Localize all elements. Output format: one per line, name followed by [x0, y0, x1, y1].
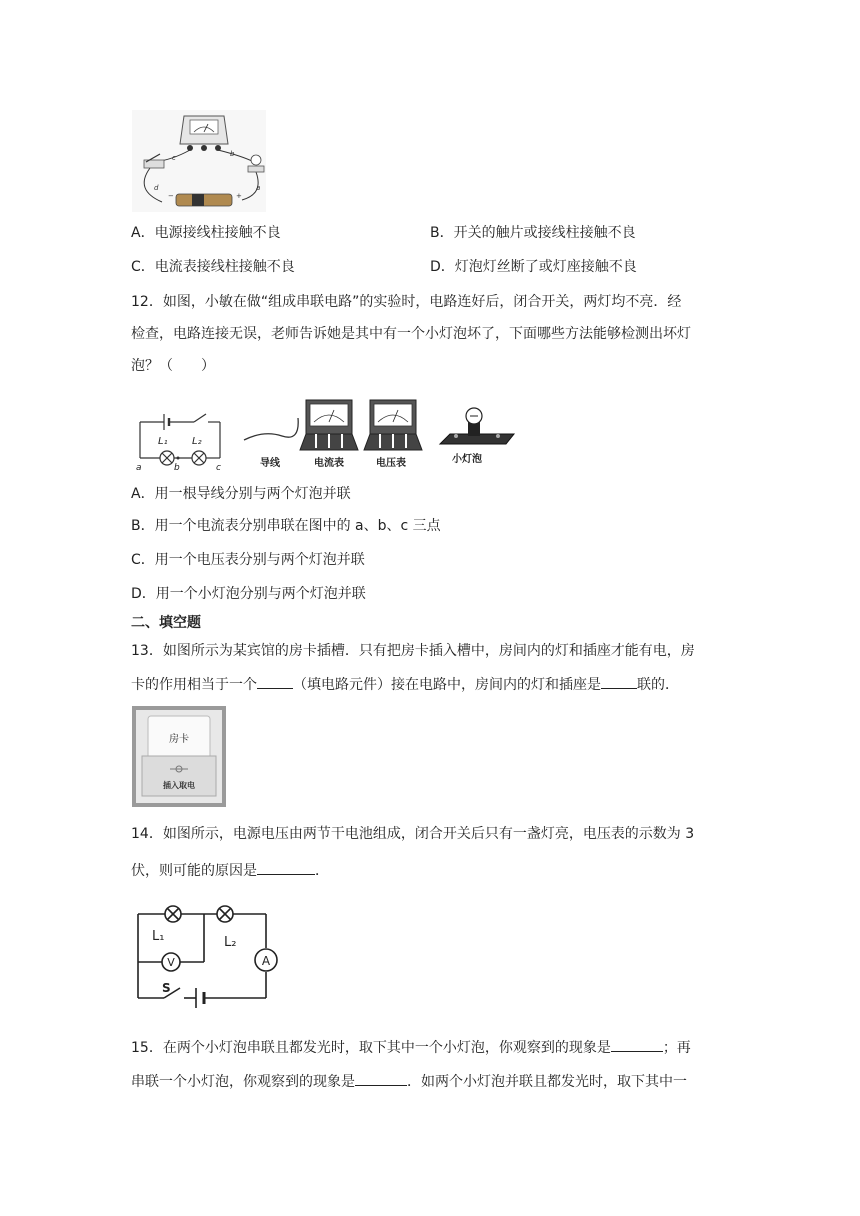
q12-option-d: D．用一个小灯泡分别与两个灯泡并联 [131, 586, 366, 602]
q11-option-a: A．电源接线柱接触不良 [131, 225, 281, 241]
q13-stem-line-2 [131, 674, 679, 695]
q14-stem-line-2 [131, 860, 329, 881]
q11-option-d: D．灯泡灯丝断了或灯座接触不良 [430, 259, 637, 275]
lamp-l1-icon [165, 906, 181, 922]
q15-blank-1[interactable] [611, 1037, 663, 1052]
q11-option-b: B．开关的触片或接线柱接触不良 [430, 225, 636, 241]
ammeter-icon [300, 400, 358, 450]
wire-icon [244, 418, 298, 440]
q11-label-plus: + [236, 192, 242, 200]
q15-stem-line-2 [131, 1071, 687, 1092]
lamp-l2-icon [217, 906, 233, 922]
q12-label-voltmeter: 电压表 [376, 458, 406, 469]
battery-icon [176, 194, 232, 206]
q12-option-a: A．用一根导线分别与两个灯泡并联 [131, 486, 351, 502]
q11-label-d: d [154, 184, 159, 192]
q14-blank[interactable] [257, 860, 315, 875]
q14-stem-line-1: 14．如图所示，电源电压由两节干电池组成，闭合开关后只有一盏灯亮，电压表的示数为 3 [131, 826, 695, 842]
q12-stem-line-2: 检查，电路连接无误，老师告诉她是其中有一个小灯泡坏了，下面哪些方法能够检测出坏灯 [131, 326, 691, 342]
room-card-label: 房卡 [169, 734, 189, 745]
q12-label-ammeter: 电流表 [314, 458, 344, 469]
ammeter-label: A [261, 954, 271, 968]
lamp-l2-label: L₂ [224, 935, 237, 950]
section-title: 二、填空题 [131, 615, 201, 631]
q14-text-b: ． [315, 863, 329, 879]
q12-label-a: a [136, 463, 142, 472]
slot-label: 插入取电 [163, 781, 195, 790]
q12-stem-line-1: 12．如图，小敏在做“组成串联电路”的实验时，电路连好后，闭合开关，两灯均不亮．经 [131, 294, 682, 310]
switch-label: S [162, 981, 171, 995]
q11-label-a: a [256, 184, 261, 192]
q13-text-a: 卡的作用相当于一个 [131, 677, 257, 693]
q11-option-c: C．电流表接线柱接触不良 [131, 259, 295, 275]
small-bulb-icon [440, 408, 514, 444]
q12-figure [134, 396, 520, 472]
q12-label-c: c [216, 463, 221, 472]
q14-text-a: 伏，则可能的原因是 [131, 863, 257, 879]
q15-text-a: 15．在两个小灯泡串联且都发光时，取下其中一个小灯泡，你观察到的现象是 [131, 1040, 611, 1056]
q15-text-c: 串联一个小灯泡，你观察到的现象是 [131, 1074, 355, 1090]
q13-text-b: （填电路元件）接在电路中，房间内的灯和插座是 [293, 677, 601, 693]
q13-text-c: 联的． [637, 677, 679, 693]
q15-text-b: ；再 [662, 1040, 691, 1056]
voltmeter-label: V [167, 956, 175, 969]
q11-label-minus: − [168, 192, 174, 200]
q15-stem-line-1 [131, 1037, 691, 1058]
voltmeter-icon [364, 400, 422, 450]
q15-blank-2[interactable] [355, 1071, 407, 1086]
q12-label-l2: L₂ [192, 436, 202, 447]
q12-label-b: b [174, 463, 180, 472]
q12-label-l1: L₁ [158, 436, 168, 447]
q14-circuit-diagram [130, 900, 280, 1010]
q12-label-wire: 导线 [260, 458, 280, 469]
q13-stem-line-1: 13．如图所示为某宾馆的房卡插槽．只有把房卡插入槽中，房间内的灯和插座才能有电，房 [131, 643, 695, 659]
lamp-l1-label: L₁ [152, 929, 165, 944]
q11-label-c: c [172, 154, 176, 162]
q12-stem-line-3: 泡？（ ） [131, 358, 215, 374]
room-card-slot-photo [132, 706, 226, 807]
q12-option-b: B．用一个电流表分别串联在图中的 a、b、c 三点 [131, 518, 441, 534]
q13-blank-2[interactable] [601, 674, 637, 689]
q13-blank-1[interactable] [257, 674, 293, 689]
q15-text-d: ．如两个小灯泡并联且都发光时，取下其中一 [407, 1074, 687, 1090]
q12-option-c: C．用一个电压表分别与两个灯泡并联 [131, 552, 365, 568]
series-circuit-diagram [140, 414, 220, 465]
q11-circuit-figure [132, 110, 266, 212]
q11-label-b: b [230, 150, 235, 158]
q12-label-bulb: 小灯泡 [452, 454, 482, 465]
